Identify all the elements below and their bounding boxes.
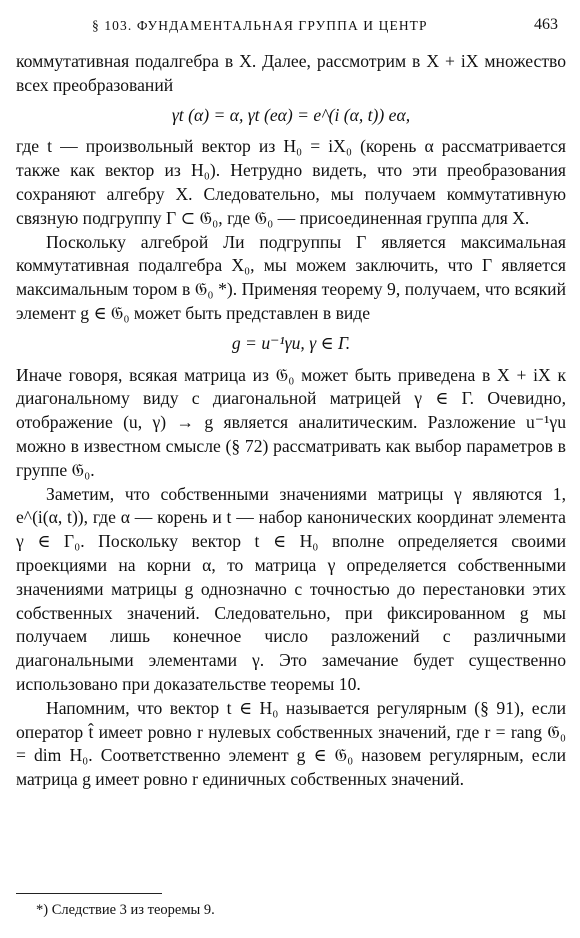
page-body bbox=[16, 50, 566, 792]
paragraph-1: коммутативная подалгебра в X. Далее, рассмотрим в X + iX множество всех преобразований bbox=[16, 51, 566, 95]
paragraph-3: Поскольку алгеброй Ли подгруппы Γ является максимальная коммутативная подалгебра X₀, мы можем заключить, что Γ является максимальным тором в 𝔊₀ *). Применяя теорему 9, получаем, что всякий элемент g ∈ 𝔊₀ может быть представлен в виде bbox=[16, 231, 566, 323]
formula-decomposition: g = u⁻¹γu, γ ∈ Γ. bbox=[231, 332, 351, 353]
paragraph-4: Иначе говоря, всякая матрица из 𝔊₀ может быть приведена в X + iX к диагональному виду с диагональной матрицей γ ∈ Γ. Очевидно, отображение (u, γ) → g является аналитическим. Разложение u⁻¹γu можно в известном смысле (§ 72) рассматривать как выбор параметров в группе 𝔊₀. bbox=[16, 364, 566, 480]
page-number: 463 bbox=[534, 16, 558, 33]
footnote-rule bbox=[16, 893, 162, 894]
footnote: *) Следствие 3 из теоремы 9. bbox=[36, 902, 215, 918]
paragraph-5: Заметим, что собственными значениями матрицы γ являются 1, e^(i(α, t)), где α — корень и t — набор канонических координат элемента γ ∈ Γ₀. Поскольку вектор t ∈ H₀ вполне определяется своими проекциями на корни α, то матрица γ определяется собственными значениями матрицы g однозначно с точностью до перестановки этих собственных значений. Следовательно, при фиксированном g мы получаем лишь конечное число разложений с различными диагональными элементами γ. Это замечание будет существенно использовано при доказательстве теоремы 10. bbox=[16, 483, 566, 694]
paragraph-6: Напомним, что вектор t ∈ H₀ называется регулярным (§ 91), если оператор t̂ имеет ровно r нулевых собственных значений, где r = rang 𝔊₀ = dim H₀. Соответственно элемент g ∈ 𝔊₀ назовем регулярным, если матрица g имеет ровно r единичных собственных значений. bbox=[16, 697, 566, 790]
formula-gamma-transform: γt (α) = α, γt (eα) = e^(i (α, t)) eα, bbox=[171, 104, 411, 125]
running-head: § 103. ФУНДАМЕНТАЛЬНАЯ ГРУППА И ЦЕНТР bbox=[92, 18, 428, 33]
paragraph-2: где t — произвольный вектор из H₀ = iX₀ (корень α рассматривается также как вектор из H₀). Нетрудно видеть, что эти преобразования сохраняют алгебру X. Следовательно, мы получаем коммутативную связную подгруппу Γ ⊂ 𝔊₀, где 𝔊₀ — присоединенная группа для X. bbox=[16, 136, 566, 228]
page-header bbox=[16, 14, 566, 50]
